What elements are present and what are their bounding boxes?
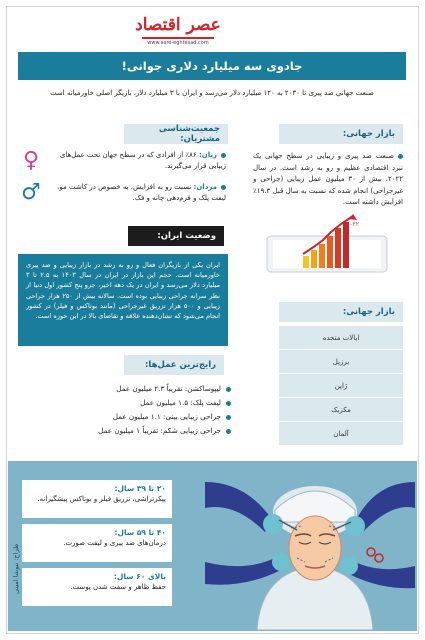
intro-text: صنعت جهانی ضد پیری تا ۲۰۳۰ به ۱۲۰ میلیارد دلار می‌رسد و ایران با ۳ میلیارد دلار، بازیگر اصلی خاورمیانه است	[50, 89, 374, 97]
bullet-icon	[221, 185, 226, 190]
iran-header: وضعیت ایران:	[128, 226, 224, 246]
global-market-header: بازار جهانی:	[279, 124, 403, 144]
procedures-list	[18, 382, 233, 438]
chart-year-label: ۲۰۲۲	[346, 221, 359, 228]
women-row	[18, 150, 226, 172]
countries-header: بازار جهانی:	[279, 302, 403, 322]
list-item: لیپوساکشن: تقریباً ۲.۳ میلیون عمل	[18, 382, 233, 396]
age-group-title: ۴۰ تا ۵۹ سال:	[114, 528, 166, 537]
country-row: ژاپن	[279, 374, 403, 398]
men-row	[18, 182, 226, 204]
logo-underline	[142, 37, 214, 39]
designer-credit: طراح: نیوشا امینی	[12, 543, 20, 594]
countries-table	[279, 326, 403, 446]
age-group-desc: پیکرتراشی، تزریق فیلر و بوتاکس پیشگیرانه.	[37, 495, 166, 503]
bullet-icon	[221, 153, 226, 158]
men-text: مردان: نسبت رو به افزایش، به خصوص در کاشت مو، لیفت پلک و فرم‌دهی چانه و فک.	[57, 183, 226, 202]
female-symbol-icon: ♀	[22, 148, 40, 173]
age-group-desc: درمان‌های ضد پیری و لیفت صورت.	[63, 539, 166, 547]
global-market-text: صنعت ضد پیری و زیبایی در سطح جهانی یک نبرد اقتصادی عظیم و رو به رشد است. در سال ۲۰۲۲، بیش از ۳۰ میلیون عمل زیبایی (جراحی و غیرجراحی) انجام شده که نسبت به سال قبل ۱۹.۳٪ افزایش داشته است.	[253, 152, 403, 206]
list-item: جراحی زیبایی بینی: ۱.۱ میلیون عمل	[18, 410, 233, 424]
logo-name: عصر اقتصاد	[135, 15, 221, 35]
logo-url: www.asre-eghtesad.com	[147, 40, 209, 46]
male-symbol-icon: ♂	[21, 180, 41, 205]
women-text: زنان: ۸۶٪ از افرادی که در سطح جهان تحت عمل‌های زیبایی قرار می‌گیرند.	[59, 151, 226, 170]
age-group-card	[22, 568, 172, 606]
age-group-title: بالای ۶۰ سال:	[113, 572, 166, 581]
age-group-desc: حفظ ظاهر و سفت شدن پوست.	[70, 583, 166, 591]
age-group-title: ۲۰ تا ۳۹ سال:	[114, 484, 166, 493]
page-title: جادوی سه میلیارد دلاری جوانی!	[18, 52, 406, 80]
country-row: ایالات متحده	[279, 326, 403, 350]
procedures-header: رایج‌ترین عمل‌ها:	[124, 355, 224, 375]
demographics-header: جمعیت‌شناسی مشتریان:	[124, 124, 228, 144]
age-group-card	[22, 524, 172, 562]
list-item: جراحی زیبایی شکم: تقریباً ۱ میلیون عمل	[18, 424, 233, 438]
growth-chart-illustration	[263, 214, 391, 276]
list-item: لیفت پلک: ۱.۵ میلیون عمل	[18, 396, 233, 410]
age-group-card	[22, 480, 172, 518]
surgery-illustration	[205, 462, 415, 630]
bullet-icon	[398, 154, 403, 159]
iran-text: ایران یکی از بازیگران فعال و رو به رشد در بازار زیبایی و ضد پیری خاورمیانه است. حجم این بازار در ایران در سال ۱۴۰۳ به ۲.۵ تا ۳ میلیارد دلار می‌رسد و ایران در یک دهه اخیر، جزو پنج کشور اول دنیا از نظر سرانه جراحی زیبایی بوده است. سالانه بیش از ۲۵۰ هزار جراحی زیبایی و ۵۰۰ هزار تزریق غیرجراحی (مانند بوتاکس و فیلر) در کشور انجام می‌شود که نشان‌دهنده علاقه و تقاضای بالا در این حوزه است.	[18, 254, 228, 346]
country-row: برزیل	[279, 350, 403, 374]
country-row: آلمان	[279, 422, 403, 446]
country-row: مکزیک	[279, 398, 403, 422]
